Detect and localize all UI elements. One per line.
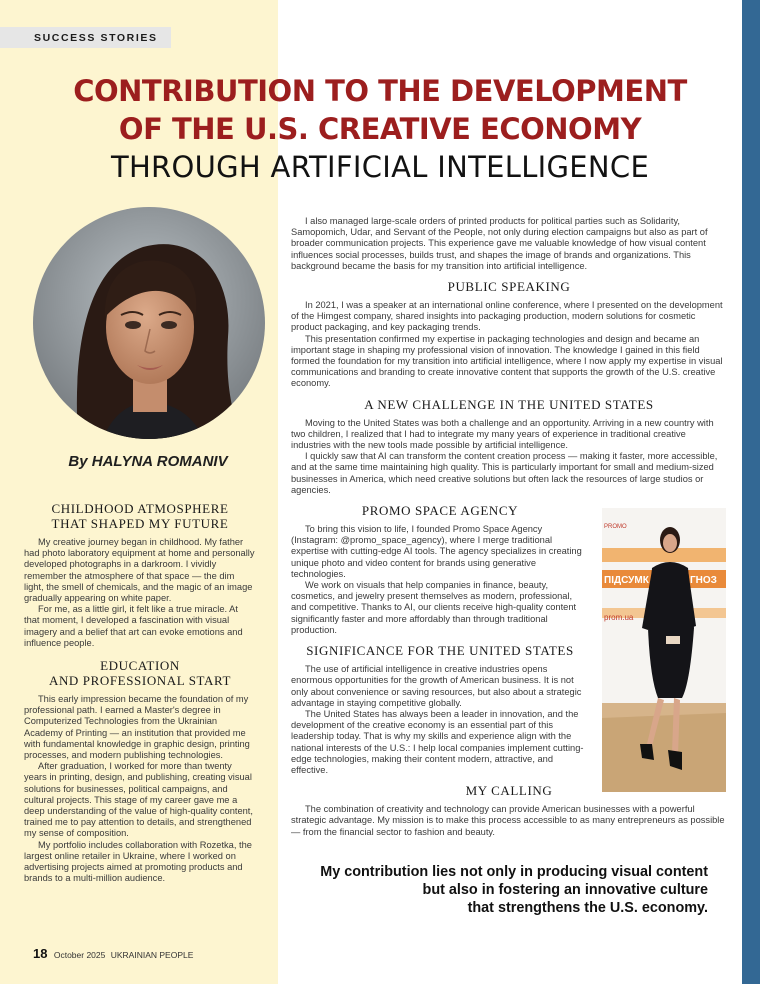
- page-number: 18: [33, 946, 48, 961]
- headline-line-2: OF THE U.S. CREATIVE ECONOMY: [118, 112, 642, 146]
- issue-date: October 2025: [53, 950, 106, 960]
- heading-new-challenge: A NEW CHALLENGE IN THE UNITED STATES: [364, 396, 654, 412]
- pull-quote-line-1: My contribution lies not only in producing visual content: [320, 864, 708, 880]
- paragraph: To bring this vision to life, I founded Promo Space Agency (Instagram: @promo_space_agency), where I merge traditional expertise with cutting-edge AI tools. The agency specializes in creating unique photo and video content for brands using generative technologies.: [291, 524, 582, 579]
- magazine-name: UKRAINIAN PEOPLE: [110, 950, 194, 960]
- heading-significance: SIGNIFICANCE FOR THE UNITED STATES: [306, 643, 574, 659]
- sign-text-1: ПІДСУМК: [604, 575, 649, 586]
- page-footer: [33, 946, 193, 961]
- headline-line-3: THROUGH ARTIFICIAL INTELLIGENCE: [110, 150, 650, 184]
- pull-quote-line-3: that strengthens the U.S. economy.: [467, 900, 708, 916]
- sign-text-3: prom.ua: [604, 613, 634, 622]
- heading-education-line-2: AND PROFESSIONAL START: [48, 673, 232, 689]
- right-edge-bar: [742, 0, 760, 984]
- paragraph: I quickly saw that AI can transform the content creation process — making it faster, more accessible, and at the same time maintaining high quality. This is particularly important for small and medium-sized businesses in America, which need creative solutions but often lack the resources of large studios or agencies.: [291, 451, 718, 495]
- heading-education: [24, 658, 256, 688]
- author-byline: By HALYNA ROMANIV: [68, 453, 228, 470]
- paragraph: My portfolio includes collaboration with Rozetka, the largest online retailer in Ukraine, where I worked on advertising projects aimed at promoting products and brands to a multi-million audience.: [24, 839, 252, 884]
- heading-childhood-line-2: THAT SHAPED MY FUTURE: [51, 516, 229, 531]
- pull-quote: [300, 863, 708, 917]
- heading-promo-space: PROMO SPACE AGENCY: [361, 503, 519, 519]
- paragraph: Moving to the United States was both a challenge and an opportunity. Arriving in a new country with two children, I realized that I had to integrate my many years of experience in traditional creative industries with the new tools made possible by artificial intelligence.: [291, 417, 714, 451]
- paragraph: The combination of creativity and technology can provide American businesses with a powerful strategic advantage. My mission is to make this process accessible to as many entrepreneurs as possible — from the financial sector to fashion and beauty.: [291, 804, 725, 837]
- paragraph: My creative journey began in childhood. My father had photo laboratory equipment at home and personally developed photographs in a darkroom. I vividly remember the atmosphere of that space — the dim light, the smell of chemicals, and the magic of an image gradually appearing on white paper.: [24, 537, 255, 604]
- paragraph: This presentation confirmed my expertise in packaging technologies and design and became an important stage in shaping my professional vision of innovation. The knowledge I gained in this field formed the foundation for my transition into artificial intelligence, where I now apply my expertise in visual communications and branding to create innovative content that supports the growth of the U.S. creative economy.: [291, 333, 723, 389]
- paragraph: The United States has always been a leader in innovation, and the development of the creative economy is an essential part of this leadership today. That is why my skills and experience align with the national interests of the U.S.: I help local companies implement cutting-edge technologies, making their content modern, attractive, and effective.: [291, 708, 584, 775]
- headline-line-1: CONTRIBUTION TO THE DEVELOPMENT: [73, 74, 687, 108]
- section-tag: SUCCESS STORIES: [0, 27, 171, 48]
- heading-public-speaking: PUBLIC SPEAKING: [447, 279, 571, 295]
- paragraph: In 2021, I was a speaker at an international online conference, where I presented on the development of the Himgest company, shared insights into packaging production, modern solutions for cosmetic product packaging, and key packaging trends.: [291, 300, 723, 333]
- paragraph: This early impression became the foundation of my professional path. I earned a Master's degree in Computerized Technologies from the Ukrainian Academy of Printing — an institution that provided me with fundamental knowledge in graphic design, printing processes, and modern publishing technologies.: [24, 694, 250, 761]
- paragraph: After graduation, I worked for more than twenty years in printing, design, and publishing, creating visual solutions for businesses, political campaigns, and cultural projects. This stage of my career gave me a deep understanding of the value of high-quality content, trained me to pay attention to details, and strengthened my sense of composition.: [24, 761, 253, 839]
- sign-text-2: ГНОЗ: [690, 575, 717, 586]
- narrow-text-block: [291, 503, 589, 776]
- paragraph: I also managed large-scale orders of printed products for political parties such as Solidarity, Samopomich, Udar, and Servant of the People, not only during election campaigns but also as part of broader communication projects. This experience gave me valuable knowledge of how visual content influences social processes, builds trust, and shapes the image of brands and organizations. This background became the basis for my transition into artificial intelligence.: [291, 216, 708, 271]
- pull-quote-line-2: but also in fostering an innovative culture: [422, 882, 708, 898]
- paragraph: For me, as a little girl, it felt like a true miracle. At that moment, I developed a fascination with visual imagery and a belief that art can evoke emotions and influence people.: [24, 604, 243, 648]
- sign-text-4: PROMO: [604, 524, 627, 530]
- heading-childhood: [24, 501, 256, 531]
- paragraph: The use of artificial intelligence in creative industries opens enormous opportunities for the growth of American business. It is not only about convenience or saving resources, but also about a strategic advantage in staying competitive globally.: [291, 664, 582, 708]
- author-portrait: [33, 207, 265, 439]
- heading-education-line-1: EDUCATION: [100, 658, 180, 674]
- heading-my-calling: MY CALLING: [465, 783, 553, 799]
- paragraph: We work on visuals that help companies in finance, beauty, cosmetics, and jewelry present themselves as modern, professional, and competitive. Thanks to AI, our clients receive high-quality content significantly faster and more affordably than through traditional production.: [291, 580, 577, 635]
- left-column: [24, 501, 256, 884]
- event-photo: [602, 508, 726, 792]
- heading-childhood-line-1: CHILDHOOD ATMOSPHERE: [51, 501, 229, 516]
